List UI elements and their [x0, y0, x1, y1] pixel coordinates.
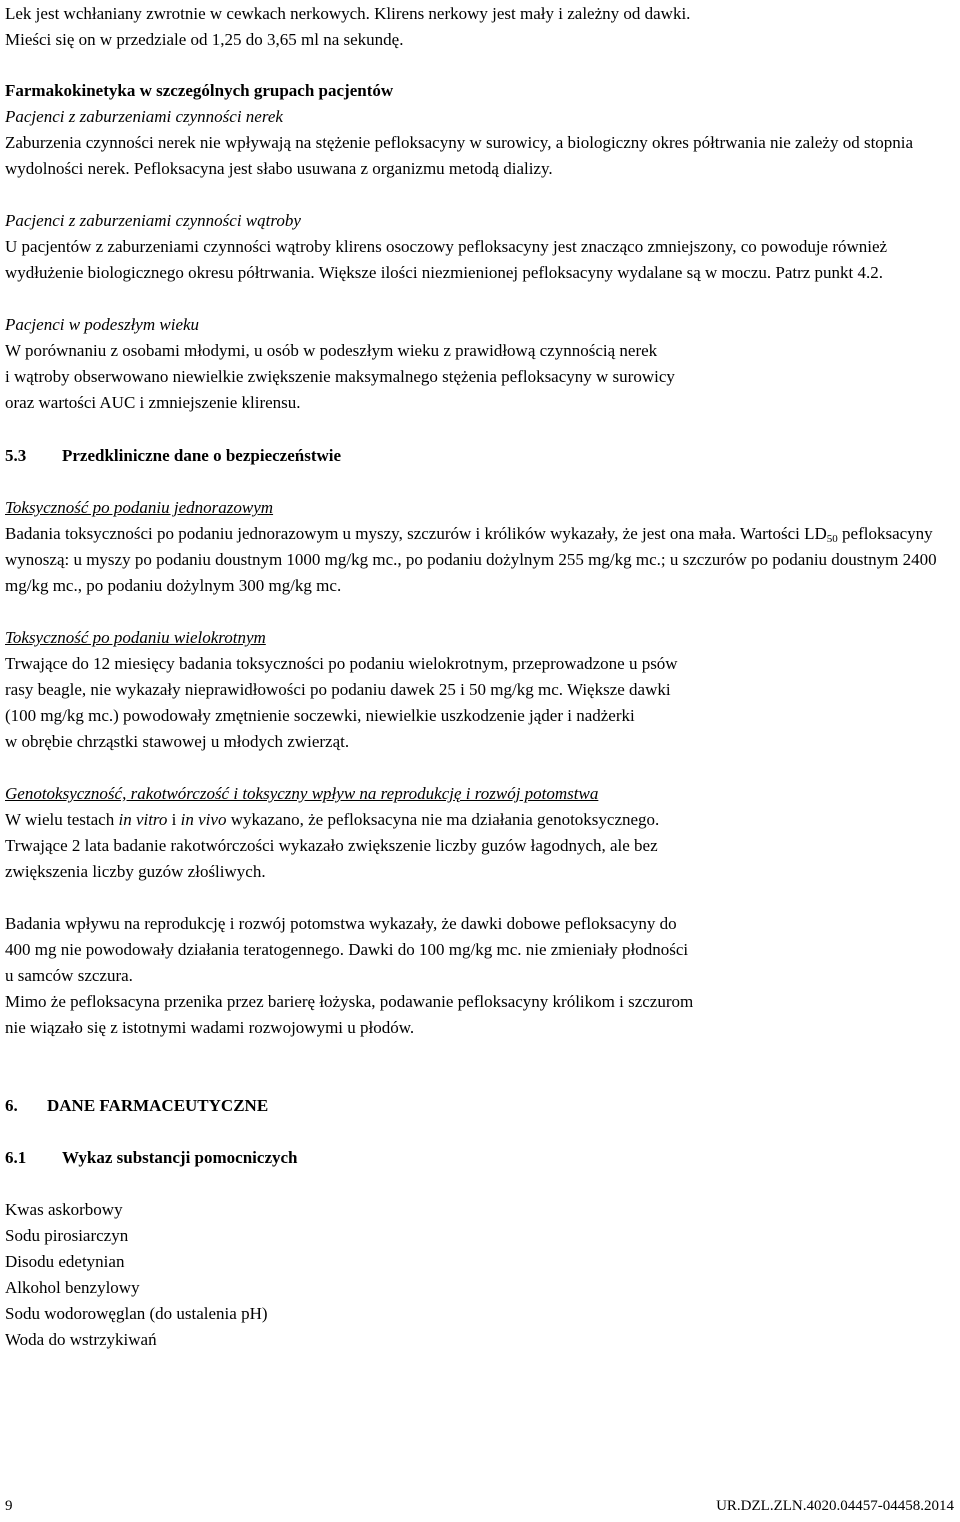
intro-paragraph: [5, 0, 955, 53]
page-number: 9: [5, 1498, 13, 1514]
section-5-3-heading: [5, 443, 955, 469]
section-6-number: 6.: [5, 1096, 18, 1115]
single-dose-title: Toksyczność po podaniu jednorazowym: [5, 498, 274, 517]
repeat-dose-line-1: Trwające do 12 miesięcy badania toksyczności po podaniu wielokrotnym, przeprowadzone u psów: [5, 654, 678, 673]
list-item: Kwas askorbowy: [5, 1200, 123, 1219]
section-6-title: DANE FARMACEUTYCZNE: [47, 1096, 269, 1115]
elderly-title: Pacjenci w podeszłym wieku: [5, 315, 200, 334]
reproduction-block: [5, 911, 955, 1041]
elderly-line-2: i wątroby obserwowano niewielkie zwiększenie maksymalnego stężenia pefloksacyny w surowicy: [5, 367, 675, 386]
elderly-line-3: oraz wartości AUC i zmniejszenie klirensu.: [5, 393, 301, 412]
single-dose-text: [5, 521, 955, 599]
single-dose-block: [5, 495, 955, 599]
list-item: Woda do wstrzykiwań: [5, 1330, 157, 1349]
section-5-3-title: Przedkliniczne dane o bezpieczeństwie: [62, 446, 342, 465]
genotox-line-2: Trwające 2 lata badanie rakotwórczości wykazało zwiększenie liczby guzów łagodnych, ale bez: [5, 836, 658, 855]
reproduction-line-1: Badania wpływu na reprodukcję i rozwój potomstwa wykazały, że dawki dobowe pefloksacyny do: [5, 914, 677, 933]
pk-groups-heading: Farmakokinetyka w szczególnych grupach pacjentów: [5, 81, 394, 100]
list-item: Sodu pirosiarczyn: [5, 1226, 129, 1245]
reproduction-line-3: u samców szczura.: [5, 966, 133, 985]
genotox-t1: W wielu testach: [5, 810, 119, 829]
section-6-1-heading: [5, 1145, 955, 1171]
elderly-line-1: W porównaniu z osobami młodymi, u osób w podeszłym wieku z prawidłową czynnością nerek: [5, 341, 658, 360]
genotox-title: Genotoksyczność, rakotwórczość i toksyczny wpływ na reprodukcję i rozwój potomstwa: [5, 784, 599, 803]
list-item: Sodu wodorowęglan (do ustalenia pH): [5, 1304, 268, 1323]
repeat-dose-line-3: (100 mg/kg mc.) powodowały zmętnienie soczewki, niewielkie uszkodzenie jąder i nadżerki: [5, 706, 635, 725]
page-footer: [5, 1497, 954, 1515]
hepatic-title: Pacjenci z zaburzeniami czynności wątroby: [5, 211, 301, 230]
reproduction-line-5: nie wiązało się z istotnymi wadami rozwojowymi u płodów.: [5, 1018, 415, 1037]
genotox-block: [5, 781, 955, 885]
list-item: Disodu edetynian: [5, 1252, 125, 1271]
section-6-heading: [5, 1093, 955, 1119]
section-6-1-title: Wykaz substancji pomocniczych: [62, 1148, 298, 1167]
hepatic-text: U pacjentów z zaburzeniami czynności wątroby klirens osoczowy pefloksacyny jest znacząco zmniejszony, co powoduje również wydłużenie biologicznego okresu półtrwania. Większe ilości niezmienionej pefloksacyny wydalane są w moczu. Patrz punkt 4.2.: [5, 237, 888, 282]
repeat-dose-line-2: rasy beagle, nie wykazały nieprawidłowości po podaniu dawek 25 i 50 mg/kg mc. Większe dawki: [5, 680, 671, 699]
ld-subscript: 50: [826, 533, 838, 545]
genotox-in-vivo: in vivo: [180, 810, 227, 829]
reproduction-line-2: 400 mg nie powodowały działania teratogennego. Dawki do 100 mg/kg mc. nie zmieniały płodności: [5, 940, 689, 959]
intro-line-2: Mieści się on w przedziale od 1,25 do 3,65 ml na sekundę.: [5, 30, 404, 49]
genotox-t5: wykazano, że pefloksacyna nie ma działania genotoksycznego.: [226, 810, 660, 829]
repeat-dose-title: Toksyczność po podaniu wielokrotnym: [5, 628, 266, 647]
repeat-dose-block: [5, 625, 955, 755]
excipients-list: [5, 1197, 955, 1353]
single-dose-text-a: Badania toksyczności po podaniu jednorazowym u myszy, szczurów i królików wykazały, że jest ona mała. Wartości LD: [5, 524, 827, 543]
section-5-3-number: 5.3: [5, 446, 27, 465]
list-item: Alkohol benzylowy: [5, 1278, 140, 1297]
genotox-in-vitro: in vitro: [118, 810, 168, 829]
document-page: [5, 0, 955, 1353]
reproduction-line-4: Mimo że pefloksacyna przenika przez barierę łożyska, podawanie pefloksacyny królikom i szczurom: [5, 992, 694, 1011]
repeat-dose-line-4: w obrębie chrząstki stawowej u młodych zwierząt.: [5, 732, 350, 751]
intro-line-1: Lek jest wchłaniany zwrotnie w cewkach nerkowych. Klirens nerkowy jest mały i zależny od dawki.: [5, 4, 691, 23]
renal-title: Pacjenci z zaburzeniami czynności nerek: [5, 107, 283, 126]
genotox-t3: i: [167, 810, 181, 829]
renal-text: Zaburzenia czynności nerek nie wpływają na stężenie pefloksacyny w surowicy, a biologiczny okres półtrwania nie zależy od stopnia wydolności nerek. Pefloksacyna jest słabo usuwana z organizmu metodą dializy.: [5, 133, 914, 178]
document-code: UR.DZL.ZLN.4020.04457-04458.2014: [716, 1498, 954, 1514]
section-6-1-number: 6.1: [5, 1148, 27, 1167]
genotox-line-1: [5, 807, 955, 833]
pk-groups-section: [5, 78, 955, 416]
single-dose-text-b: pefloksacyny wynoszą: u myszy po podaniu doustnym 1000 mg/kg mc., po podaniu dożylnym 255 mg/kg mc.; u szczurów po podaniu doustnym 2400 mg/kg mc., po podaniu dożylnym 300 mg/kg mc.: [5, 524, 937, 595]
genotox-line-3: zwiększenia liczby guzów złośliwych.: [5, 862, 266, 881]
